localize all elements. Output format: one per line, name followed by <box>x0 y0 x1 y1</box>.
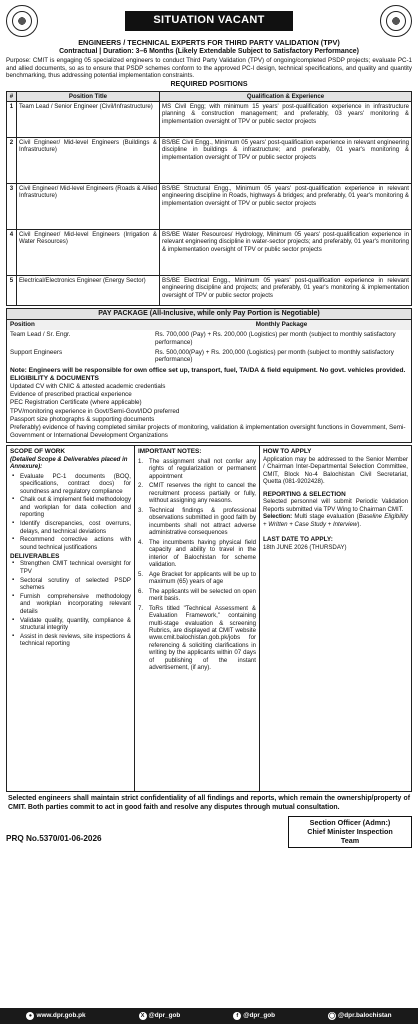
list-item: ▪ Validate quality, quantity, compliance & structural integrity <box>10 617 131 632</box>
list-item: ▪ Recommend corrective actions with sound technical justifications <box>10 536 131 551</box>
eligibility-heading: ELIGIBILITY & DOCUMENTS <box>10 374 99 382</box>
pay-table <box>7 320 411 364</box>
list-item: ▪ Identify discrepancies, cost overruns, delays, and technical deviations <box>10 520 131 535</box>
pay-col-package: Monthly Package <box>152 320 411 330</box>
positions-table-header <box>7 91 412 101</box>
pay-package-box <box>6 308 412 443</box>
right-emblem-icon <box>380 5 412 37</box>
table-row: 5 Electrical/Electronics Engineer (Energy Sector) BS/BE Electrical Engg., Minimum 05 years' post-qualification experience in relevant engineering discipline and projects; and preferably, 01 year's monitoring & implementation oversight of TPV or public sector projects <box>7 275 412 305</box>
notes-column <box>135 446 260 791</box>
list-item: 1. The assignment shall not confer any rights of regularization or permanent appointment <box>138 457 256 480</box>
ad-subtitle: Contractual | Duration: 3–6 Months (Likely Extendable Subject to Satisfactory Performance) <box>59 47 359 55</box>
header <box>6 4 412 38</box>
last-date-heading: LAST DATE TO APPLY: <box>263 536 333 544</box>
deliverables-heading: DELIVERABLES <box>10 552 60 560</box>
table-row: Support Engineers Rs. 500,000(Pay) + Rs. 200,000 (Logistics) per month (subject to monthly satisfactory performance) <box>10 348 394 364</box>
list-item: 2. CMIT reserves the right to cancel the recruitment process partially or fully, without assigning any reasons. <box>138 482 256 505</box>
ad-title: ENGINEERS / TECHNICAL EXPERTS FOR THIRD PARTY VALIDATION (TPV) <box>78 38 340 47</box>
website-link[interactable]: ● www.dpr.gob.pk <box>26 1012 85 1020</box>
left-emblem-icon <box>6 5 38 37</box>
confidentiality-text: Selected engineers shall maintain strict confidentiality of all findings and reports, which remain the ownership/property of CMIT. Both parties commit to act in good faith and resolve any disputes through mutual consultation. <box>8 795 410 811</box>
pay-heading: PAY PACKAGE (All-Inclusive, while only Pay Portion is Negotiable) <box>7 309 411 321</box>
list-item: PEC Registration Certificate (where applicable) <box>10 399 142 407</box>
pay-note: Note: Engineers will be responsible for own office set up, transport, fuel, TA/DA & field equipment. No govt. vehicles provided. <box>10 366 406 374</box>
notes-list <box>138 458 256 672</box>
scope-column <box>7 446 135 791</box>
list-item: TPV/monitoring experience in Govt/Semi-Govt/IDO preferred <box>10 407 180 415</box>
apply-text: Application may be addressed to the Senior Member / Chairman Inter-Departmental Selection Committee, CMIT, Block No-4 Balochistan Civil Secretariat, Quetta (081-9202428). <box>263 455 408 486</box>
selection-text: Selection: Multi stage evaluation (Baseline Eligibility + Written + Case Study + Interview). <box>263 513 408 528</box>
list-item: 5. Age Bracket for applicants will be up to maximum (65) years of age <box>138 570 256 586</box>
globe-icon: ● <box>26 1012 34 1020</box>
apply-column <box>260 446 411 791</box>
list-item: Passport size photographs & supporting documents <box>10 415 155 423</box>
list-item: ▪ Furnish comprehensive methodology and workplan incorporating relevant details <box>10 593 131 615</box>
purpose-text: Purpose: CMIT is engaging 05 specialized engineers to conduct Third Party Validation (TPV) of ongoing/completed PSDP projects; evaluate PC-1 and allied documents, so as to ensure that PSDP schemes conform to the approved PC-I design, technical specifications, and quality and quantity benchmarking, thus addressing potential implementation constraints. <box>6 57 412 80</box>
scope-list <box>10 473 131 551</box>
list-item: ▪ Assist in desk reviews, site inspections & technical reporting <box>10 633 131 648</box>
scope-heading: SCOPE OF WORK <box>10 448 66 456</box>
scope-subheading: (Detailed Scope & Deliverables placed in Annexure): <box>10 455 128 471</box>
facebook-icon: f <box>233 1012 241 1020</box>
table-row: 2 Civil Engineer/ Mid-level Engineers (Buildings & Infrastructure) BS/BE Civil Engg., Minimum 05 years' post-qualification experience in relevant engineering discipline in buildings & infrastructure; and preferably, 01 year's monitoring & implementation oversight of TPV or public sector projects <box>7 137 412 183</box>
list-item: ▪ Evaluate PC-1 documents (BOQ, specifications, contract docs) for soundness and regulatory compliance <box>10 473 131 495</box>
reporting-heading: REPORTING & SELECTION <box>263 490 346 498</box>
list-item: Updated CV with CNIC & attested academic credentials <box>10 382 166 390</box>
positions-heading: REQUIRED POSITIONS <box>170 81 248 88</box>
col-num: # <box>7 91 17 101</box>
list-item: Evidence of prescribed practical experience <box>10 391 132 399</box>
col-title: Position Title <box>17 91 160 101</box>
list-item: 4. The incumbents having physical field capacity and ability to travel in the interior of Balochistan for scheme validation. <box>138 538 256 569</box>
social-footer-bar <box>0 1008 418 1024</box>
deliverables-list <box>10 560 131 647</box>
instagram-icon: ◯ <box>328 1013 336 1019</box>
signature-row <box>6 816 412 848</box>
table-row: 4 Civil Engineer/ Mid-level Engineers (Irrigation & Water Resources) BS/BE Water Resources/ Hydrology, Minimum 05 years' post-qualification experience in relevant engineering discipline in water-sector projects; and preferably, 01 year's monitoring & implementation oversight of TPV or public sector projects <box>7 229 412 275</box>
issuing-officer-box: Section Officer (Admn:) Chief Minister Inspection Team <box>288 816 412 848</box>
pay-col-position: Position <box>7 320 152 330</box>
prq-number: PRQ No.5370/01-06-2026 <box>6 834 102 844</box>
table-row: 1 Team Lead / Senior Engineer (Civil/Infrastructure) MS Civil Engg; with minimum 15 years' post-qualification experience in infrastructure planning & construction management; and preferably, 03 years' monitoring & implementation oversight of TPV or public sector projects <box>7 101 412 137</box>
table-row: Team Lead / Sr. Engr. Rs. 700,000 (Pay) + Rs. 200,000 (Logistics) per month (subject to monthly satisfactory performance) <box>10 331 396 346</box>
list-item: ▪ Strengthen CMIT technical oversight for TPV <box>10 560 131 575</box>
list-item: ▪ Chalk out & implement field methodology and workplan for data collection and reporting <box>10 496 131 518</box>
x-icon: X <box>139 1012 147 1020</box>
list-item: 3. Technical findings & professional observations submitted in good faith by incumbents shall not attract adverse administrative consequences <box>138 506 256 537</box>
list-item: ▪ Sectoral scrutiny of selected PSDP schemes <box>10 577 131 592</box>
list-item: 7. ToRs titled "Technical Assessment & Evaluation Framework," containing multi-stage evaluation & screening Rubrics, are displayed at CMIT website www.cmit.balochistan.gob.pk/jobs for referencing & soliciting clarifications in writing by the applicants within 07 days of publishing of the instant advertisement, (if any). <box>138 604 256 672</box>
reporting-text: Selected personnel will submit Periodic Validation Reports submitted via TPV Wing to Chairman CMIT. <box>263 498 408 513</box>
list-item: 6. The applicants will be selected on open merit basis. <box>138 587 256 603</box>
col-qual: Qualification & Experience <box>160 91 412 101</box>
details-columns <box>6 445 412 792</box>
instagram-link[interactable]: ◯ @dpr.balochistan <box>328 1012 392 1020</box>
list-item: Preferably) evidence of having completed similar projects of monitoring, validation & implementation oversight functions in Government, Semi-Government or International Development Organizations <box>10 424 406 439</box>
notes-heading: IMPORTANT NOTES: <box>138 448 202 456</box>
positions-table <box>6 91 412 306</box>
eligibility-list <box>7 383 411 442</box>
banner-title: SITUATION VACANT <box>125 11 292 30</box>
table-row: 3 Civil Engineer/ Mid-level Engineers (Roads & Allied Infrastructure) BS/BE Structural Engg., Minimum 05 years' post-qualification experience in relevant engineering discipline in Roads, highways & bridges; and preferably, 01 year's monitoring & implementation oversight of TPV or public sector projects <box>7 183 412 229</box>
x-link[interactable]: X @dpr_gob <box>139 1012 181 1020</box>
apply-heading: HOW TO APPLY <box>263 448 312 456</box>
last-date-value: 18th JUNE 2026 (THURSDAY) <box>263 543 347 551</box>
facebook-link[interactable]: f @dpr_gob <box>233 1012 275 1020</box>
